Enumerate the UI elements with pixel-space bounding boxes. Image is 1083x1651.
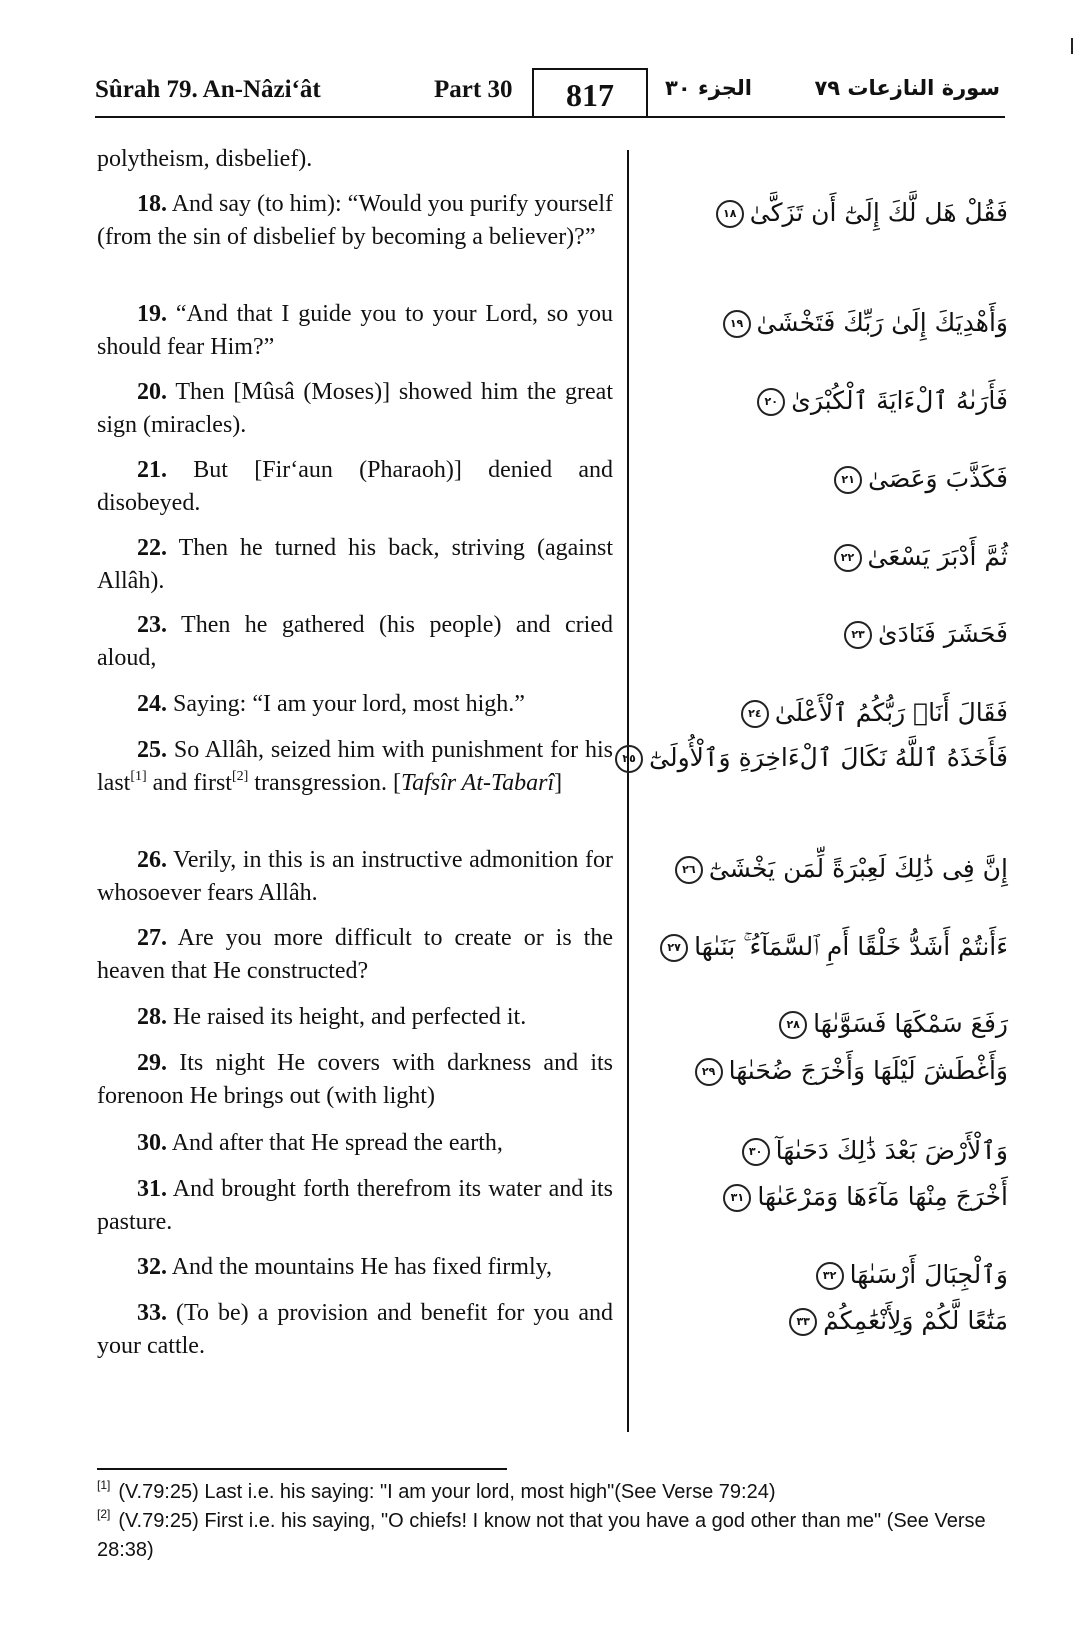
page-header [95,66,1000,118]
english-verse-28 [97,1001,613,1034]
ayah-number-marker: ١٩ [723,310,751,338]
verse-text: Its night He covers with darkness and its forenoon He brings out (with light) [97,1050,613,1109]
arabic-verse-30 [678,1134,1008,1168]
ayah-number-marker: ٢٧ [660,934,688,962]
arabic-verse-24 [678,696,1008,730]
header-surah-arabic: سورة النازعات ٧٩ [814,76,1000,100]
scan-edge-mark [1071,38,1073,54]
arabic-verse-26 [678,852,1008,886]
verse-text: ] [554,770,563,796]
verse-number: 27. [137,925,167,951]
arabic-text: فَأَرَىٰهُ ٱلْءَايَةَ ٱلْكُبْرَىٰ [791,386,1008,415]
arabic-text: فَقُلْ هَل لَّكَ إِلَىٰٓ أَن تَزَكَّىٰ [749,198,1008,227]
ayah-number-marker: ٣٣ [789,1308,817,1336]
arabic-verse-33 [678,1304,1008,1338]
arabic-text: إِنَّ فِى ذَٰلِكَ لَعِبْرَةً لِّمَن يَخْشَىٰٓ [708,854,1008,883]
verse-text: “And that I guide you to your Lord, so you should fear Him?” [97,301,614,360]
verse-text: and first [146,770,232,796]
ayah-number-marker: ٢٣ [844,621,872,649]
verse-text: Saying: “I am your lord, most high.” [173,691,525,717]
ayah-number-marker: ٢١ [834,466,862,494]
verse-number: 20. [137,379,167,405]
verse-text: Then he gathered (his people) and cried aloud, [97,612,613,671]
english-verse-29 [97,1047,613,1113]
arabic-verse-29 [678,1054,1008,1088]
verse-text: But [Fir‘aun (Pharaoh)] denied and disobeyed. [97,457,614,516]
arabic-verse-23 [678,617,1008,651]
arabic-text: ءَأَنتُمْ أَشَدُّ خَلْقًا أَمِ ٱلسَّمَآءُ ۚ بَنَىٰهَا [694,932,1008,961]
page-number: 817 [532,68,648,116]
arabic-verse-25 [622,741,1008,775]
english-verse-20 [97,376,613,442]
verse-number: 25. [137,737,167,763]
english-verse-19 [97,298,613,364]
arabic-verse-31 [678,1180,1008,1214]
arabic-verse-20 [678,384,1008,418]
footnote-rule [97,1468,507,1470]
english-verse-32 [97,1251,613,1284]
footnote-mark: [1] [97,1478,111,1492]
arabic-text: فَحَشَرَ فَنَادَىٰ [878,619,1008,648]
english-verse-22 [97,532,613,598]
ayah-number-marker: ٢٩ [695,1058,723,1086]
arabic-text: وَأَغْطَشَ لَيْلَهَا وَأَخْرَجَ ضُحَىٰهَا [728,1056,1008,1085]
english-verse-25 [97,734,613,800]
verse-number: 22. [137,535,167,561]
english-verse-31 [97,1173,613,1239]
arabic-verse-32 [678,1258,1008,1292]
header-part-arabic: الجزء ٣٠ [665,76,752,100]
ayah-number-marker: ٢٠ [757,388,785,416]
verse-number: 26. [137,847,167,873]
verse-number: 33. [137,1300,167,1326]
english-verse-33 [97,1297,613,1363]
arabic-verse-28 [678,1007,1008,1041]
verse-number: 21. [137,457,167,483]
arabic-verse-22 [678,540,1008,574]
verse-number: 24. [137,691,167,717]
arabic-text: مَتَٰعًا لَّكُمْ وَلِأَنْعَٰمِكُمْ [823,1306,1008,1335]
footnote-2 [97,1507,1012,1565]
verse-number: 28. [137,1004,167,1030]
english-verse-24 [97,688,613,721]
verse-text: Verily, in this is an instructive admonition for whosoever fears Allâh. [97,847,613,906]
english-verse-21 [97,454,613,520]
header-rule [95,116,1005,118]
english-continuation: polytheism, disbelief). [97,146,313,172]
verse-text: Then he turned his back, striving (against Allâh). [97,535,613,594]
arabic-text: فَأَخَذَهُ ٱللَّهُ نَكَالَ ٱلْءَاخِرَةِ وَٱلْأُولَىٰٓ [649,743,1008,772]
footnote-1 [97,1478,1012,1507]
ayah-number-marker: ٢٢ [834,544,862,572]
ayah-number-marker: ٢٥ [615,745,643,773]
verse-text: He raised its height, and perfected it. [173,1004,527,1030]
verse-text: So Allâh, seized him with punishment for his last [97,737,613,796]
arabic-text: فَكَذَّبَ وَعَصَىٰ [868,464,1008,493]
header-part-english: Part 30 [434,76,513,103]
footnote-mark: [2] [97,1507,111,1521]
column-divider [627,150,629,1432]
arabic-verse-27 [667,930,1008,964]
english-verse-27 [97,922,613,988]
ayah-number-marker: ٣٢ [816,1262,844,1290]
english-verse-26 [97,844,613,910]
arabic-verse-18 [678,196,1008,230]
verse-text: Then [Mûsâ (Moses)] showed him the great sign (miracles). [97,379,613,438]
arabic-text: وَٱلْأَرْضَ بَعْدَ ذَٰلِكَ دَحَىٰهَآ [775,1136,1008,1165]
ayah-number-marker: ٢٦ [675,856,703,884]
english-verse-18 [97,188,613,254]
ayah-number-marker: ٣١ [723,1184,751,1212]
verse-number: 29. [137,1050,167,1076]
footnote-text: (V.79:25) First i.e. his saying, "O chiefs! I know not that you have a god other than me" (See Verse 28:38) [97,1510,986,1561]
tafsir-source: Tafsîr At-Tabarî [400,770,555,796]
verse-text: Are you more difficult to create or is the heaven that He constructed? [97,925,613,984]
ayah-number-marker: ٢٤ [741,700,769,728]
ayah-number-marker: ٣٠ [742,1138,770,1166]
ayah-number-marker: ١٨ [716,200,744,228]
arabic-text: رَفَعَ سَمْكَهَا فَسَوَّىٰهَا [813,1009,1008,1038]
arabic-text: وَٱلْجِبَالَ أَرْسَىٰهَا [849,1260,1008,1289]
verse-number: 30. [137,1130,167,1156]
verse-number: 19. [137,301,167,327]
arabic-text: ثُمَّ أَدْبَرَ يَسْعَىٰ [867,542,1008,571]
footnote-text: (V.79:25) Last i.e. his saying: "I am your lord, most high"(See Verse 79:24) [118,1481,776,1503]
verse-text: transgression. [ [248,770,401,796]
verse-text: And say (to him): “Would you purify yourself (from the sin of disbelief by becoming a believer)?” [97,191,614,250]
verse-text: (To be) a provision and benefit for you and your cattle. [97,1300,613,1359]
footnote-ref-2[interactable]: [2] [231,769,249,784]
verse-number: 18. [137,191,167,217]
verse-text: And the mountains He has fixed firmly, [171,1254,553,1280]
english-verse-23 [97,609,613,675]
english-verse-30 [97,1127,613,1160]
arabic-verse-19 [678,306,1008,340]
header-surah-english: Sûrah 79. An-Nâzi‘ât [95,76,321,103]
arabic-text: وَأَهْدِيَكَ إِلَىٰ رَبِّكَ فَتَخْشَىٰ [756,308,1008,337]
verse-text: And after that He spread the earth, [171,1130,503,1156]
arabic-text: أَخْرَجَ مِنْهَا مَآءَهَا وَمَرْعَىٰهَا [757,1182,1008,1211]
verse-number: 23. [137,612,167,638]
verse-number: 31. [137,1176,167,1202]
ayah-number-marker: ٢٨ [779,1011,807,1039]
arabic-text: فَقَالَ أَنَا۠ رَبُّكُمُ ٱلْأَعْلَىٰ [774,698,1008,727]
verse-number: 32. [137,1254,167,1280]
arabic-verse-21 [678,462,1008,496]
footnote-ref-1[interactable]: [1] [130,769,147,784]
verse-text: And brought forth therefrom its water and its pasture. [97,1176,613,1235]
